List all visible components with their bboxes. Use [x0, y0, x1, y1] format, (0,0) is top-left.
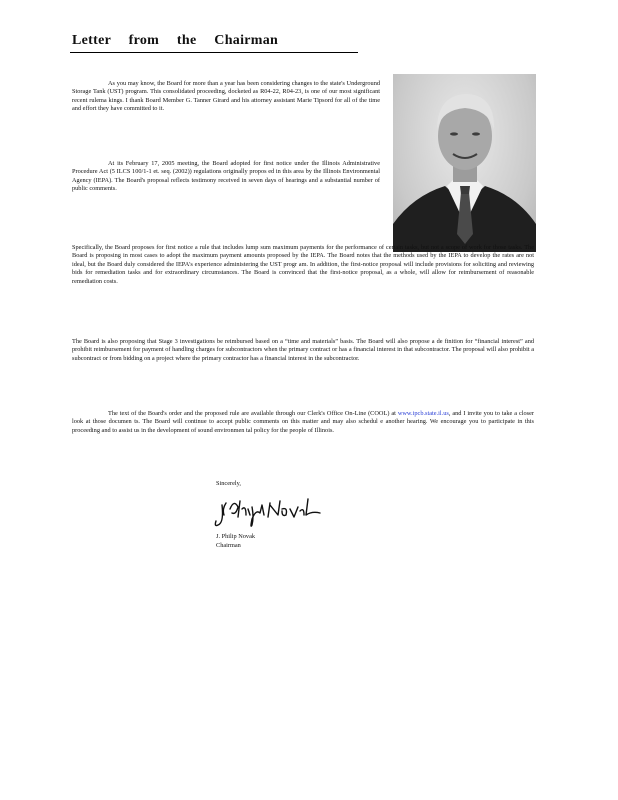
paragraph-3: Specifically, the Board proposes for first notice a rule that includes lump sum maximum payments for the performance of certain tasks, but not a scope of work for those tasks. The Board is proposing in most cases to adopt the maximum payment amounts proposed by the IEPA. The Board notes that the methods used by the IEPA to develop the rates are not ideal, but the Board duly considered the IEPA's experience administering the UST progr am. In addition, the first-notice proposal will include provisions for soliciting and reviewing bids for remediation tasks and for extraordinary circumstances. The Board is convinced that the first-notice proposal, as a whole, will allow for reimbursement of reasonable remediation costs.: [72, 244, 534, 285]
website-link[interactable]: www.ipcb.state.il.us: [397, 410, 449, 417]
paragraph-1: As you may know, the Board for more than a year has been considering changes to the state's Underground Storage Tank (UST) program. This consolidated proceeding, docketed as R04-22, R04-23, is one of our most significant recent rulema kings. I thank Board Member G. Tanner Girard and his attorney assistant Marie Tipsord for all of the time and effort they have committed to it.: [72, 80, 380, 113]
signatory-role: Chairman: [216, 542, 241, 549]
letter-title: Letter from the Chairman: [72, 33, 279, 48]
signatory-name: J. Philip Novak: [216, 533, 256, 540]
salutation: Sincerely,: [216, 480, 241, 487]
signature-image: [214, 495, 324, 531]
portrait-image: [393, 74, 536, 252]
paragraph-2: At its February 17, 2005 meeting, the Board adopted for first notice under the Illinois Administrative Procedure Act (5 ILCS 100/1-1 et. seq. (2002)) regulations originally propos ed in this area by the Illinois Environmental Agency (IEPA). The Board's proposal reflects testimony received in seven days of hearings and a substantial number of public comments.: [72, 160, 380, 193]
paragraph-4: The Board is also proposing that Stage 3 investigations be reimbursed based on a “time and materials” basis. The Board will also propose a de finition for “financial interest” and prohibit reimbursement for payment of handling charges for subcontractors when the primary contract or has a financial interest in that subcontractor. The proposal will also prohibit a subcontract or from bidding on a project where the primary contractor has a financial interest in the subcontractor.: [72, 338, 534, 362]
paragraph-5: The text of the Board's order and the proposed rule are available through our Clerk's Office On-Line (COOL) at www.ipcb.state.il.us, and I invite you to take a closer look at those documen ts. The Board will continue to accept public comments on this matter and may also schedul e another hearing. We encourage you to participate in this proceeding and to assist us in the development of sound environmen tal policy for the people of Illinois.: [72, 410, 534, 434]
chairman-photo: [393, 74, 536, 252]
title-underline: [70, 52, 358, 53]
